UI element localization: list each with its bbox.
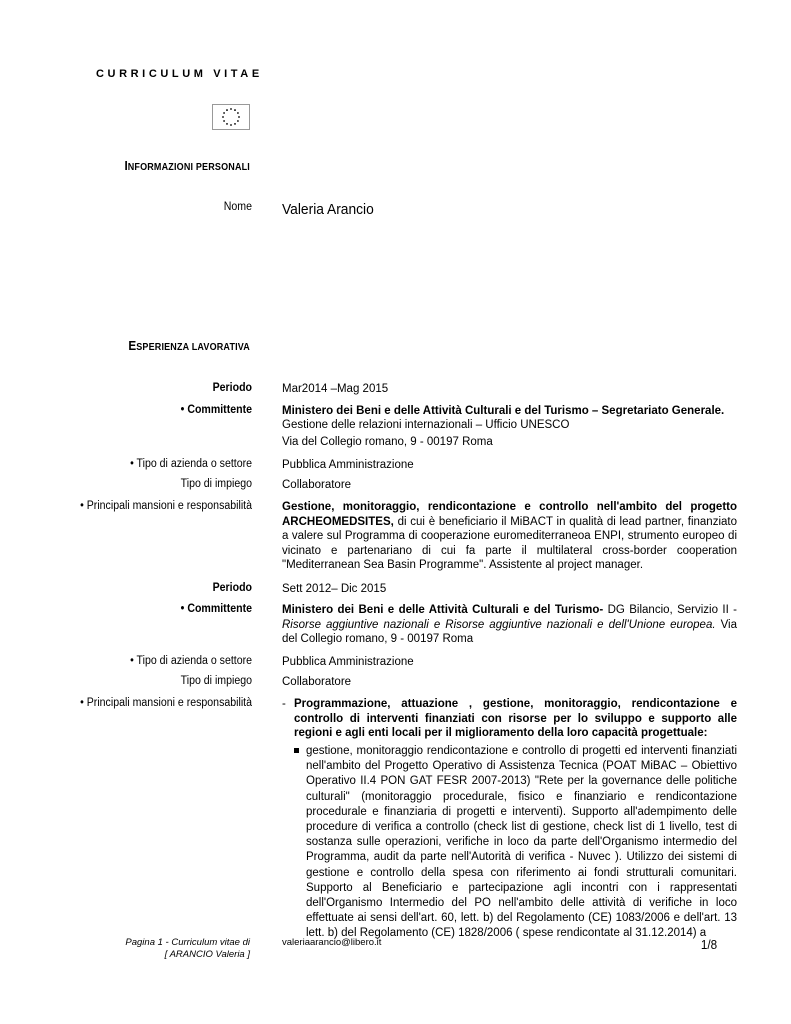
sector-label: • Tipo di azienda o settore bbox=[130, 458, 252, 470]
job1-client-address: Via del Collegio romano, 9 - 00197 Roma bbox=[282, 436, 493, 448]
flag-star bbox=[222, 116, 224, 118]
period-label: Periodo bbox=[212, 582, 252, 594]
duties-label: • Principali mansioni e responsabilità bbox=[80, 697, 252, 709]
name-value: Valeria Arancio bbox=[282, 201, 374, 218]
personal-info-heading: INFORMAZIONI PERSONALI bbox=[124, 158, 250, 173]
flag-star bbox=[234, 123, 236, 125]
footer-page-number: 1/8 bbox=[700, 937, 718, 952]
flag-star bbox=[223, 120, 225, 122]
employment-label: Tipo di impiego bbox=[180, 675, 252, 687]
flag-star bbox=[230, 124, 232, 126]
square-bullet-icon bbox=[294, 748, 299, 753]
sector-label: • Tipo di azienda o settore bbox=[130, 655, 252, 667]
client-label: • Committente bbox=[180, 404, 252, 416]
footer-page-info: Pagina 1 - Curriculum vitae di [ ARANCIO Valeria ] bbox=[125, 937, 250, 960]
job1-employment: Collaboratore bbox=[282, 479, 352, 491]
document-title: CURRICULUM VITAE bbox=[96, 68, 263, 80]
eu-flag-icon bbox=[212, 104, 250, 130]
dash-marker: - bbox=[282, 698, 286, 710]
flag-star bbox=[237, 120, 239, 122]
job2-client: Ministero dei Beni e delle Attività Culturali e del Turismo- DG Bilancio, Servizio II - Risorse aggiuntive nazionali e Risorse aggiuntive nazionali e dell'Unione europea. Via del Collegio romano, 9 - 00197 Roma bbox=[282, 604, 737, 645]
client-label: • Committente bbox=[180, 603, 252, 615]
job1-client bbox=[282, 404, 737, 449]
job2-duties-heading: - Programmazione, attuazione , gestione, monitoraggio, rendicontazione e controllo di interventi finanziati con risorse per lo sviluppo e supporto alle regioni e agli enti locali per il miglioramento della loro capacità progettuale: bbox=[282, 698, 737, 739]
flag-star bbox=[238, 116, 240, 118]
job1-client-name: Ministero dei Beni e delle Attività Culturali e del Turismo – Segretariato Generale. bbox=[282, 405, 725, 417]
employment-label: Tipo di impiego bbox=[180, 478, 252, 490]
period-label: Periodo bbox=[212, 382, 252, 394]
flag-star bbox=[230, 108, 232, 110]
footer-email: valeriaarancio@libero.it bbox=[282, 937, 382, 948]
flag-star bbox=[226, 123, 228, 125]
flag-star bbox=[237, 112, 239, 114]
job2-sector: Pubblica Amministrazione bbox=[282, 656, 414, 668]
job1-period: Mar2014 –Mag 2015 bbox=[282, 383, 389, 395]
job2-duty-bullet: gestione, monitoraggio rendicontazione e controllo di progetti ed interventi finanziati nell'ambito del Progetto Operativo di Assistenza Tecnica (POAT MiBAC – Obiettivo Operativo II.4 PON GAT FESR 2007-2013) "Rete per la governance delle politiche culturali" (monitoraggio procedurale, fisico e finanziario e rendicontazione procedurale e finanziaria di progetti e interventi). Supporto all'adempimento delle procedure di verifica a controllo (check list di gestione, check list di 1 livello, test di sostanza sulle operazioni, verifiche in loco da parte dell'Organismo intermedio del Programma, audit da parte nell'Autorità di verifica - Nuvec ). Utilizzo dei sistemi di gestione e controllo della spesa con riferimento ai fondi strutturali comunitari. Supporto al Beneficiario e partecipazione agli incontri con i rappresentati dell'Organismo Intermedio del PO nell'ambito delle attività di verifiche in loco effettuate ai sensi dell'art. 60, lett. b) del Regolamento (CE) 1083/2006 e dell'art. 13 lett. b) del Regolamento (CE) 1828/2006 ( spese rendicontate al 31.12.2014) a bbox=[306, 744, 737, 942]
job2-employment: Collaboratore bbox=[282, 676, 352, 688]
duties-label: • Principali mansioni e responsabilità bbox=[80, 500, 252, 512]
job1-duties: Gestione, monitoraggio, rendicontazione e controllo nell'ambito del progetto ARCHEOMEDSITES, di cui è beneficiario il MiBACT in qualità di lead partner, finanziato a valere sul Programma di cooperazione euromediterraneoa ENPI, strumento europeo di vicinato e partenariano di cui fa parte il multilateral cross-border cooperation "Mediterranean Sea Basin Programme". Assistente al project manager. bbox=[282, 501, 737, 571]
flag-star bbox=[223, 112, 225, 114]
job1-client-dept: Gestione delle relazioni internazionali – Ufficio UNESCO bbox=[282, 419, 570, 431]
work-experience-heading: ESPERIENZA LAVORATIVA bbox=[128, 338, 250, 353]
job1-sector: Pubblica Amministrazione bbox=[282, 459, 414, 471]
flag-star bbox=[234, 109, 236, 111]
job2-period: Sett 2012– Dic 2015 bbox=[282, 583, 387, 595]
name-label: Nome bbox=[223, 201, 252, 213]
flag-star bbox=[226, 109, 228, 111]
